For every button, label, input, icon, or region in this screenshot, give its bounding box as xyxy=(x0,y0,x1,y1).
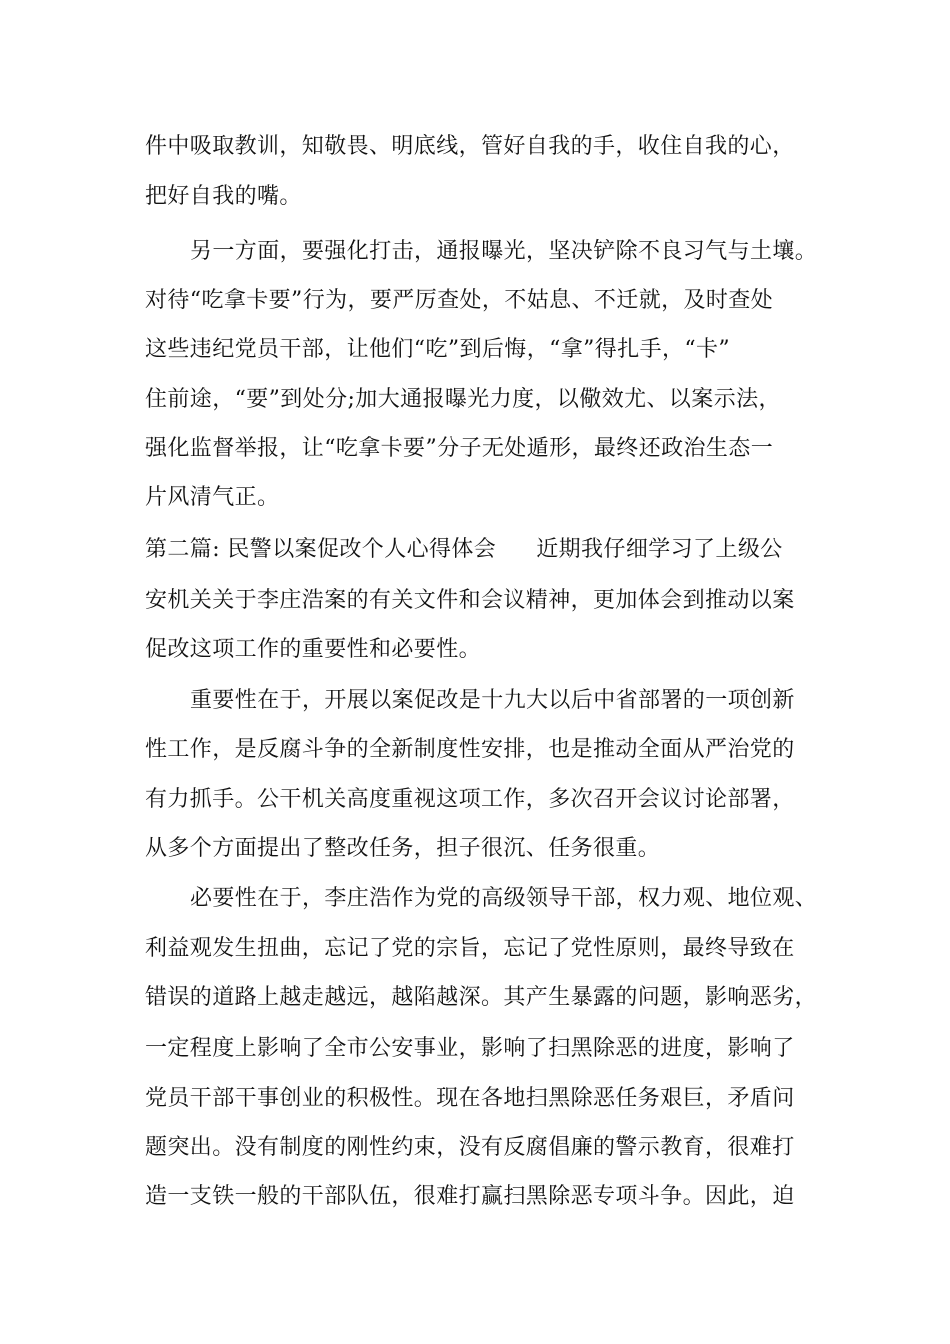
text-line: 强化监督举报，让“吃拿卡要”分子无处遁形，最终还政治生态一 xyxy=(145,436,774,461)
text-line: 造一支铁一般的干部队伍，很难打赢扫黑除恶专项斗争。因此，迫 xyxy=(145,1184,795,1209)
text-line: 促改这项工作的重要性和必要性。 xyxy=(145,637,482,662)
text-line: 党员干部干事创业的积极性。现在各地扫黑除恶任务艰巨，矛盾问 xyxy=(145,1086,795,1111)
text-line: 把好自我的嘴。 xyxy=(145,184,302,209)
text-line: 性工作，是反腐斗争的全新制度性安排，也是推动全面从严治党的 xyxy=(145,737,795,762)
paragraph-start-line: 另一方面，要强化打击，通报曝光，坚决铲除不良习气与土壤。 xyxy=(190,239,818,264)
text-line: 件中吸取教训，知敬畏、明底线，管好自我的手，收住自我的心， xyxy=(145,134,795,159)
text-line: 一定程度上影响了全市公安事业，影响了扫黑除恶的进度，影响了 xyxy=(145,1036,795,1061)
section-heading-title: 第二篇: 民警以案促改个人心得体会 xyxy=(145,537,497,562)
text-line: 有力抓手。公干机关高度重视这项工作，多次召开会议讨论部署， xyxy=(145,787,795,812)
text-line: 对待“吃拿卡要”行为，要严厉查处，不姑息、不迁就，及时查处 xyxy=(145,288,774,313)
text-line: 题突出。没有制度的刚性约束，没有反腐倡廉的警示教育，很难打 xyxy=(145,1135,795,1160)
paragraph-start-line: 必要性在于，李庄浩作为党的高级领导干部，权力观、地位观、 xyxy=(190,886,818,911)
section-heading-line xyxy=(145,535,783,565)
text-line: 住前途，“要”到处分;加大通报曝光力度，以儆效尤、以案示法， xyxy=(145,387,781,412)
text-line: 利益观发生扭曲，忘记了党的宗旨，忘记了党性原则，最终导致在 xyxy=(145,936,795,961)
text-line: 片风清气正。 xyxy=(145,485,280,510)
text-line: 安机关关于李庄浩案的有关文件和会议精神，更加体会到推动以案 xyxy=(145,588,795,613)
text-line: 错误的道路上越走越远，越陷越深。其产生暴露的问题，影响恶劣， xyxy=(145,985,818,1010)
text-line: 从多个方面提出了整改任务，担子很沉、任务很重。 xyxy=(145,836,661,861)
section-heading-text: 近期我仔细学习了上级公 xyxy=(536,537,783,562)
paragraph-start-line: 重要性在于，开展以案促改是十九大以后中省部署的一项创新 xyxy=(190,688,795,713)
text-line: 这些违纪党员干部，让他们“吃”到后悔，“拿”得扎手，“卡” xyxy=(145,337,731,362)
